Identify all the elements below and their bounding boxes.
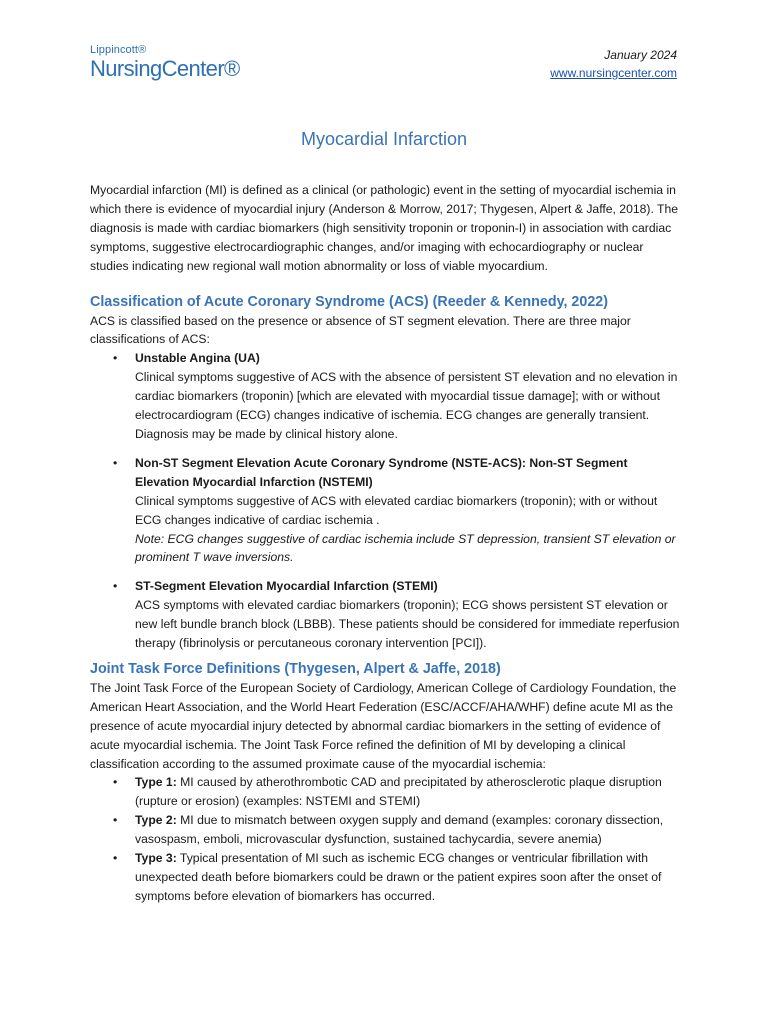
mi-type-text: Typical presentation of MI such as ischemic ECG changes or ventricular fibrillation with unexpected death before biomarkers could be drawn or the patient expires soon after the onset of symptoms before elevation of biomarkers has occurred. (135, 851, 662, 903)
header-website-link[interactable]: www.nursingcenter.com (550, 66, 677, 80)
list-item (90, 577, 682, 653)
list-item (90, 349, 682, 444)
list-item-text: Clinical symptoms suggestive of ACS with elevated cardiac biomarkers (troponin); with or without ECG changes indicative of cardiac ischemia . (135, 493, 658, 527)
logo-nursingcenter-text: NursingCenter® (90, 56, 240, 81)
mi-type-label: Type 2: (135, 813, 177, 828)
acs-classification-list (90, 349, 682, 653)
page-title: Myocardial Infarction (300, 129, 468, 149)
list-item (90, 849, 682, 906)
list-item-note: Note: ECG changes suggestive of cardiac ischemia include ST depression, transient ST elevation or prominent T wave inversions. (135, 531, 676, 565)
header-date: January 2024 (604, 48, 677, 62)
intro-paragraph: Myocardial infarction (MI) is defined as a clinical (or pathologic) event in the setting of myocardial ischemia in which there is evidence of myocardial injury (Anderson & Morrow, 2017; Thygesen, Alpert & Jaffe, 2018). The diagnosis is made with cardiac biomarkers (high sensitivity troponin or troponin-I) in association with cardiac symptoms, suggestive electrocardiographic changes, and/or imaging with echocardiography or nuclear studies indicating new regional wall motion abnormality or loss of viable myocardium. (90, 183, 679, 273)
logo-lippincott-text: Lippincott® (90, 44, 147, 56)
list-item (90, 454, 682, 567)
bullet-icon: • (113, 775, 118, 790)
nursingcenter-logo[interactable] (90, 44, 240, 82)
bullet-icon: • (113, 351, 118, 366)
list-item-text: Clinical symptoms suggestive of ACS with the absence of persistent ST elevation and no elevation in cardiac biomarkers (troponin) [which are elevated with myocardial tissue damage]; with or without electrocardiogram (ECG) changes indicative of ischemia. ECG changes are generally transient. Diagnosis may be made by clinical history alone. (135, 370, 678, 441)
bullet-icon: • (113, 851, 118, 866)
mi-type-list (90, 773, 682, 905)
document-body (90, 181, 682, 906)
list-item-text: ACS symptoms with elevated cardiac biomarkers (troponin); ECG shows persistent ST elevation or new left bundle branch block (LBBB). These patients should be considered for immediate reperfusion therapy (fibrinolysis or percutaneous coronary intervention [PCI]). (135, 598, 680, 651)
list-item-title: ST-Segment Elevation Myocardial Infarction (STEMI) (135, 579, 438, 594)
list-item-title: Non-ST Segment Elevation Acute Coronary Syndrome (NSTE-ACS): Non-ST Segment Elevation Myocardial Infarction (NSTEMI) (135, 455, 628, 489)
section-heading-joint-task-force: Joint Task Force Definitions (Thygesen, Alpert & Jaffe, 2018) (90, 660, 501, 677)
acs-intro-paragraph: ACS is classified based on the presence or absence of ST segment elevation. There are three major classifications of ACS: (90, 313, 631, 347)
joint-task-force-paragraph: The Joint Task Force of the European Society of Cardiology, American College of Cardiology Foundation, the American Heart Association, and the World Heart Federation (ESC/ACCF/AHA/WHF) define acute MI as the presence of acute myocardial injury detected by abnormal cardiac biomarkers in the setting of evidence of acute myocardial ischemia. The Joint Task Force refined the definition of MI by developing a clinical classification according to the assumed proximate cause of the myocardial ischemia: (90, 680, 677, 771)
mi-type-text: MI caused by atherothrombotic CAD and precipitated by atherosclerotic plaque disruption (rupture or erosion) (examples: NSTEMI and STEMI) (135, 775, 662, 809)
mi-type-label: Type 3: (135, 851, 177, 866)
mi-type-label: Type 1: (135, 775, 177, 790)
section-heading-acs-classification: Classification of Acute Coronary Syndrome (ACS) (Reeder & Kennedy, 2022) (90, 293, 608, 310)
bullet-icon: • (113, 579, 118, 594)
mi-type-text: MI due to mismatch between oxygen supply and demand (examples: coronary dissection, vasospasm, emboli, microvascular dysfunction, sustained tachycardia, severe anemia) (135, 813, 664, 847)
list-item (90, 773, 682, 811)
list-item (90, 811, 682, 849)
list-item-title: Unstable Angina (UA) (135, 351, 260, 366)
bullet-icon: • (113, 455, 118, 470)
header-meta (550, 46, 677, 82)
bullet-icon: • (113, 813, 118, 828)
